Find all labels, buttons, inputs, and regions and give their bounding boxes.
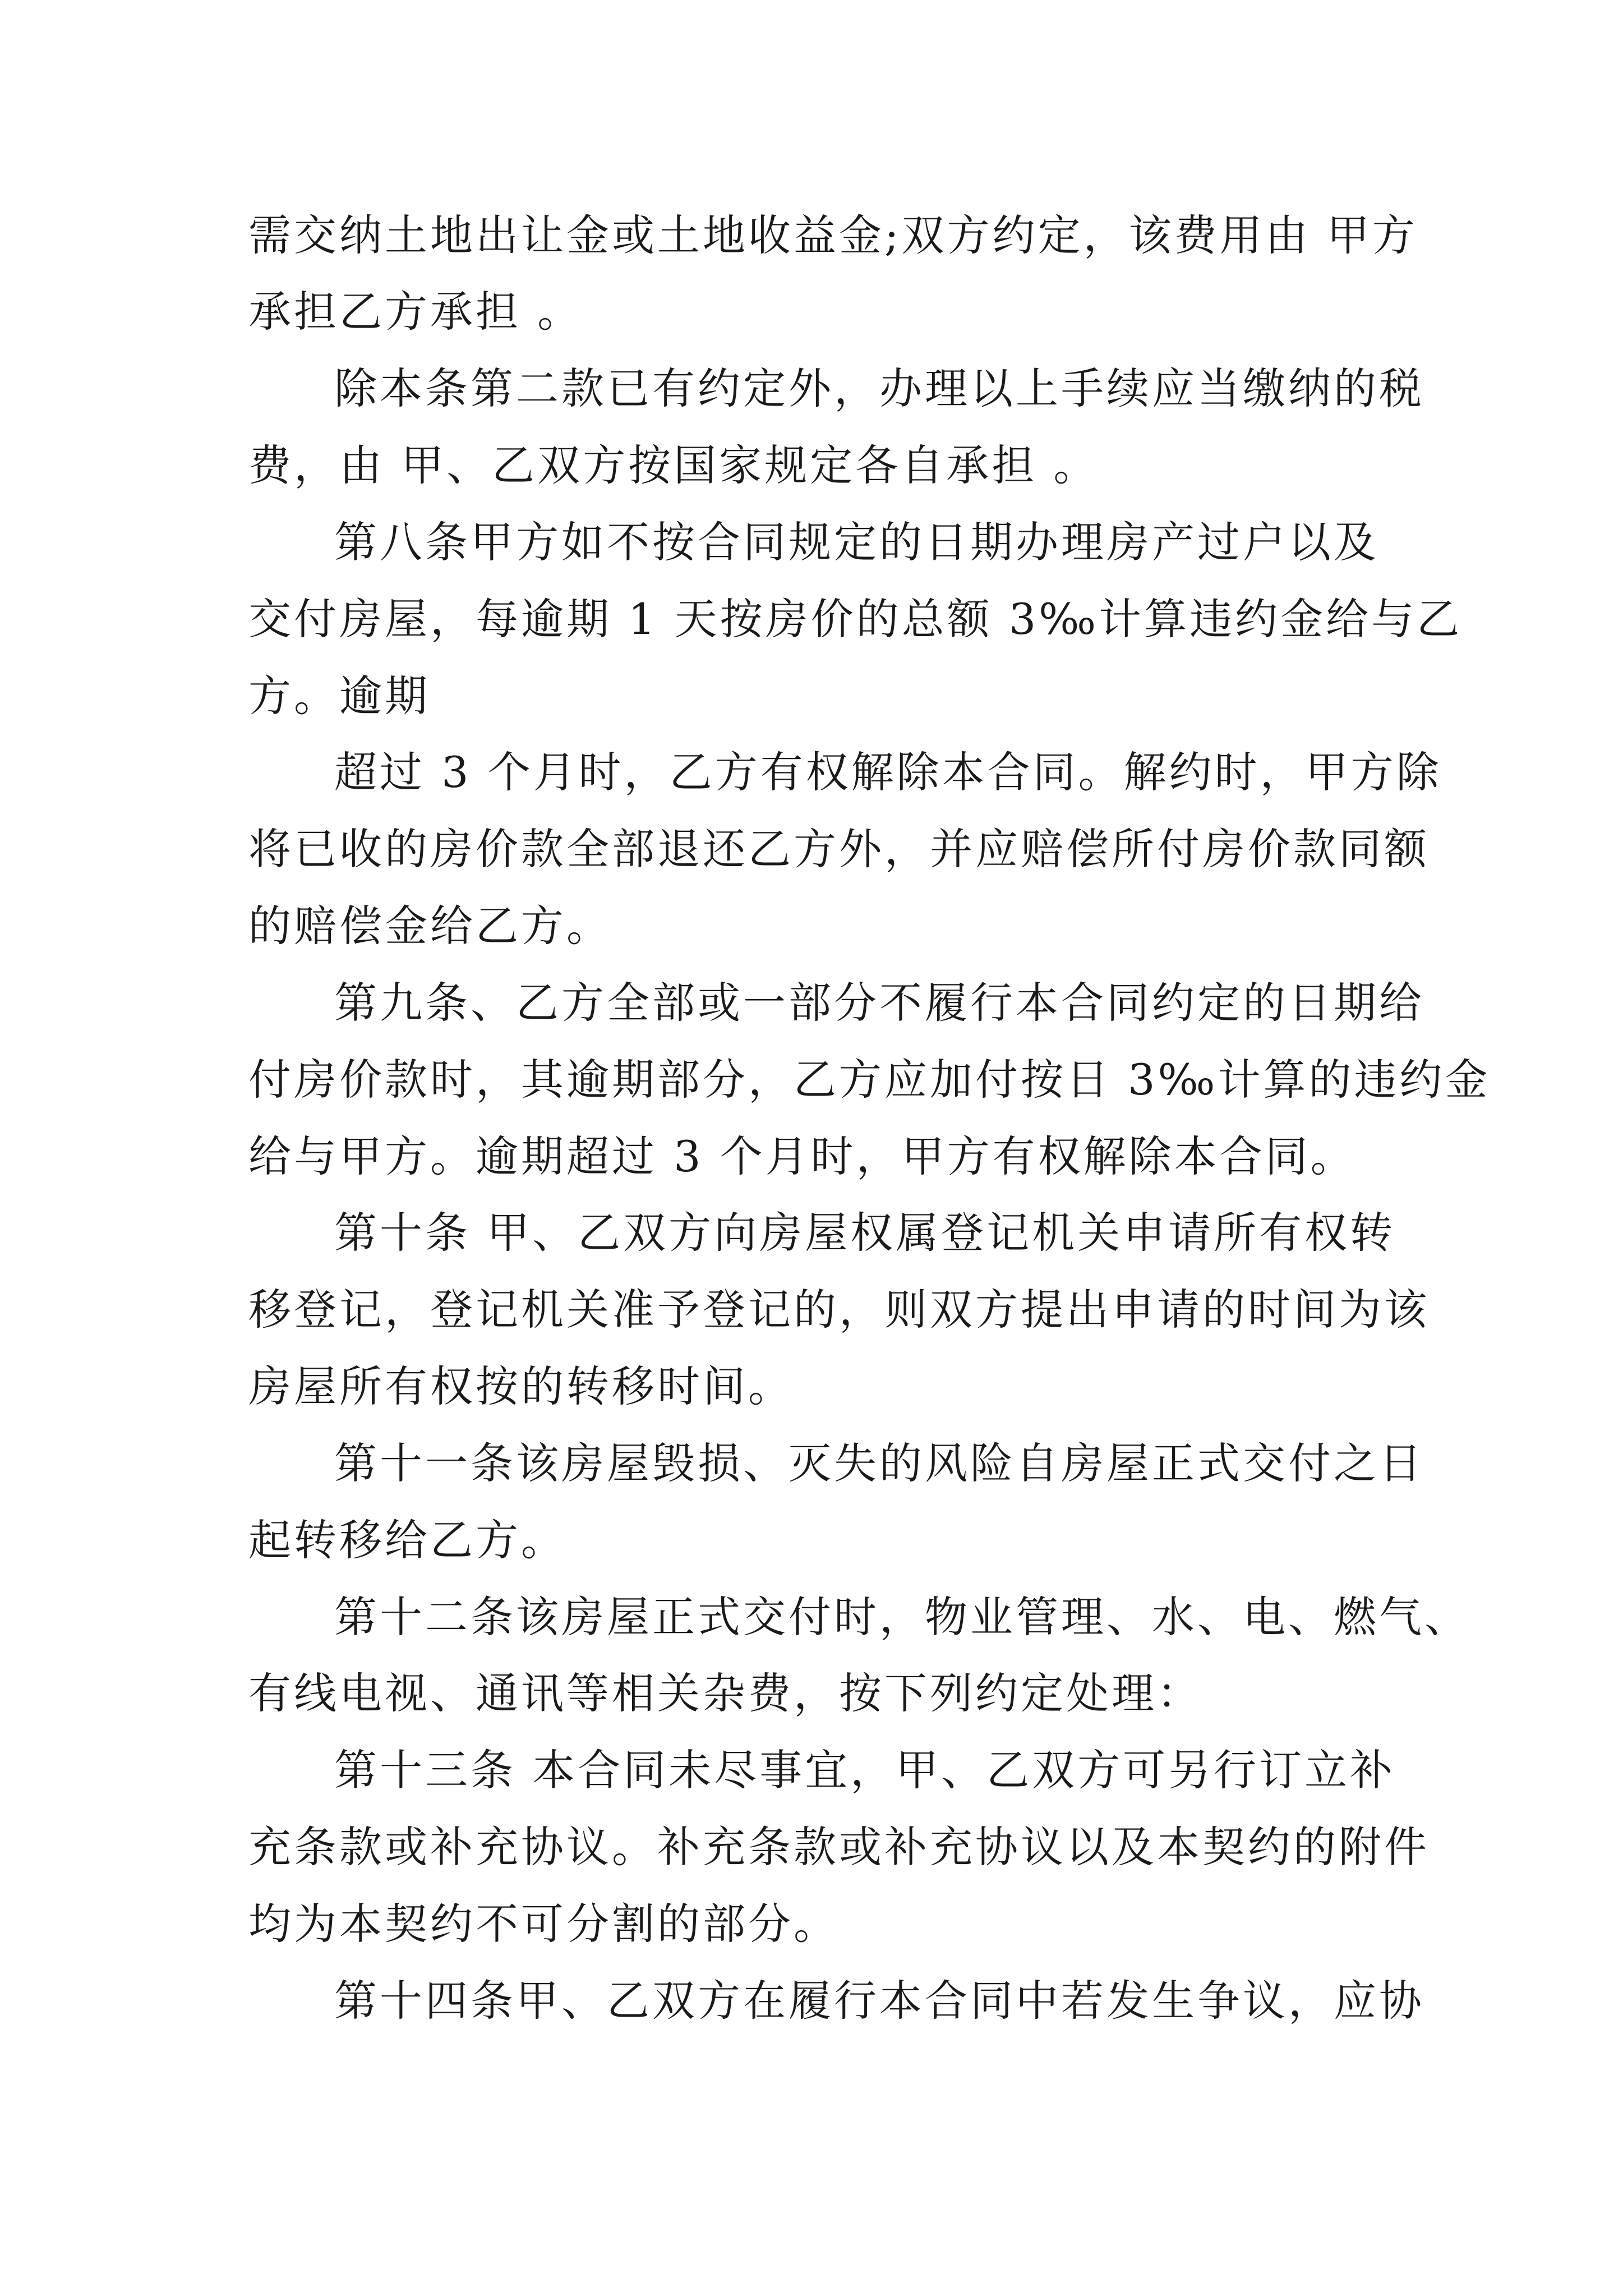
- article-12-heading-line: 第十二条该房屋正式交付时，物业管理、水、电、燃气、: [334, 1592, 1470, 1642]
- text-line: 有线电视、通讯等相关杂费，按下列约定处理：: [248, 1668, 1202, 1718]
- text-line: 付房价款时，其逾期部分，乙方应加付按日 3‰计算的违约金: [248, 1055, 1491, 1105]
- text-line: 起转移给乙方。: [248, 1515, 566, 1565]
- text-line: 充条款或补充协议。补充条款或补充协议以及本契约的附件: [248, 1822, 1430, 1872]
- article-14-heading-line: 第十四条甲、乙双方在履行本合同中若发生争议，应协: [334, 1976, 1424, 2026]
- text-line: 移登记，登记机关准予登记的，则双方提出申请的时间为该: [248, 1285, 1430, 1335]
- text-line: 给与甲方。逾期超过 3 个月时，甲方有权解除本合同。: [248, 1131, 1356, 1181]
- text-line: 的赔偿金给乙方。: [248, 901, 612, 951]
- article-10-heading-line: 第十条 甲、乙双方向房屋权属登记机关申请所有权转: [334, 1208, 1396, 1258]
- article-13-heading-line: 第十三条 本合同未尽事宜，甲、乙双方可另行订立补: [334, 1745, 1396, 1795]
- article-8-heading-line: 第八条甲方如不按合同规定的日期办理房产过户以及: [334, 517, 1379, 567]
- text-line: 交付房屋，每逾期 1 天按房价的总额 3‰计算违约金给与乙: [248, 594, 1463, 644]
- text-line: 均为本契约不可分割的部分。: [248, 1899, 839, 1949]
- text-line: 房屋所有权按的转移时间。: [248, 1361, 794, 1411]
- text-line: 需交纳土地出让金或土地收益金;双方约定，该费用由 甲方: [248, 210, 1418, 260]
- text-line: 将已收的房价款全部退还乙方外，并应赔偿所付房价款同额: [248, 824, 1430, 874]
- text-line: 方。逾期: [248, 671, 430, 721]
- paragraph-start-line: 超过 3 个月时，乙方有权解除本合同。解约时，甲方除: [334, 747, 1442, 797]
- article-9-heading-line: 第九条、乙方全部或一部分不履行本合同约定的日期给: [334, 978, 1424, 1028]
- paragraph-start-line: 除本条第二款已有约定外，办理以上手续应当缴纳的税: [334, 364, 1424, 413]
- article-11-heading-line: 第十一条该房屋毁损、灭失的风险自房屋正式交付之日: [334, 1438, 1424, 1488]
- text-line: 费，由 甲、乙双方按国家规定各自承担 。: [248, 440, 1099, 490]
- text-line: 承担乙方承担 。: [248, 287, 583, 337]
